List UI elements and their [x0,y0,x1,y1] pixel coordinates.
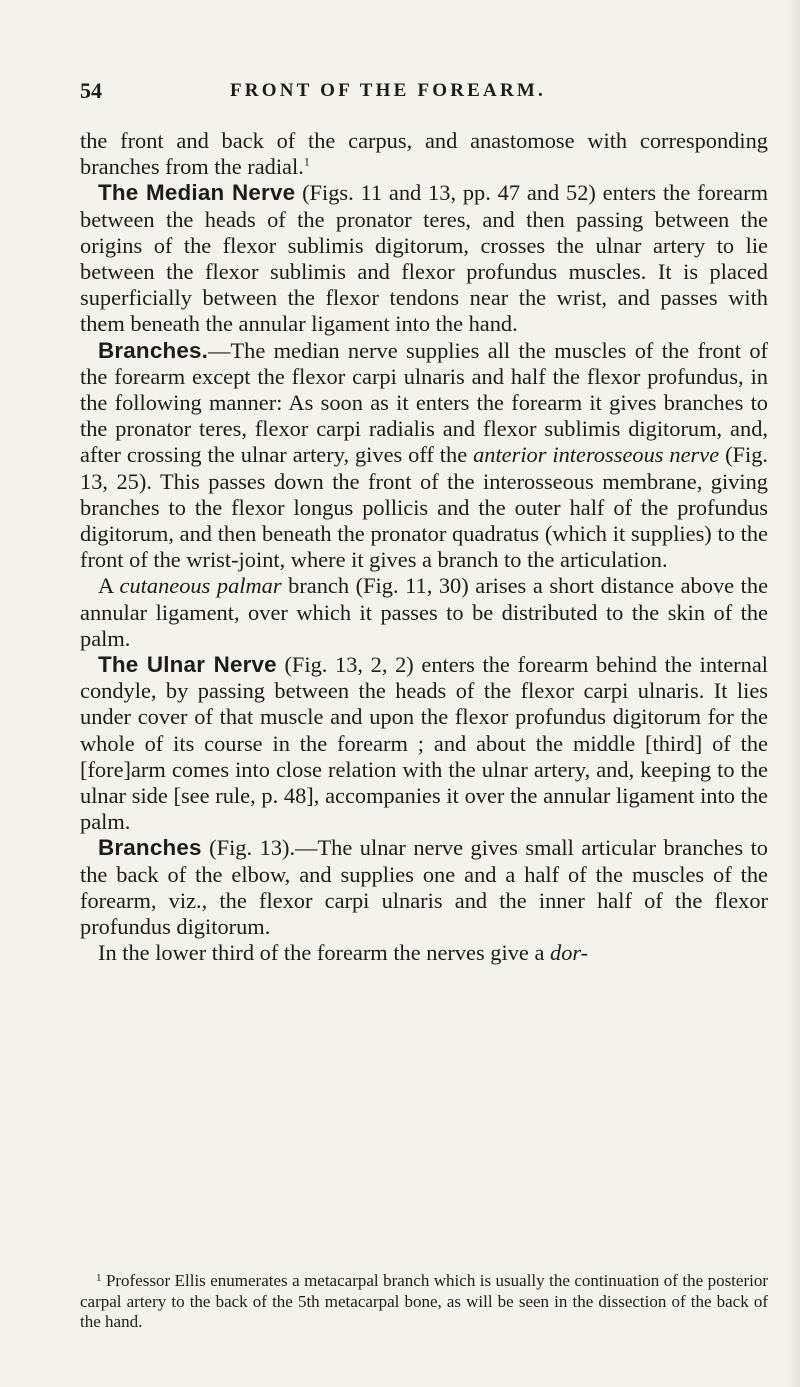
section-heading-branches: Branches. [98,337,209,363]
paragraph-median-branches [80,338,768,574]
body-text [80,128,768,967]
paragraph-carpus [80,128,768,180]
footnote-text [80,1268,768,1333]
paragraph-text: (Fig. 13).—The ulnar nerve gives small articular branches to the back of the elbow, and supplies one and a half of the muscles of the forearm, viz., the flexor carpi ulnaris and the inner half of the flexor profundus digitorum. [80,835,768,940]
paragraph-ulnar-nerve [80,652,768,835]
italic-term: cutaneous palmar [119,573,282,599]
page-edge-shadow [786,0,800,1387]
section-heading-median-nerve: The Median Nerve [98,180,296,206]
footnote-reference: 1 [303,154,310,169]
paragraph-text: In the lower third of the forearm the nerves give a [98,940,550,966]
paragraph-ulnar-branches [80,835,768,940]
italic-term: dor- [550,940,589,966]
paragraph-cutaneous-palmar [80,573,768,652]
footnote [80,1268,768,1333]
section-heading-branches: Branches [98,835,202,861]
paragraph-text: branch (Fig. 11, 30) arises a short distance above the annular ligament, over which it passes to be distributed to the skin of the palm. [80,573,769,651]
page-header [80,78,770,108]
paragraph-text: —The median nerve supplies all the muscles of the front of the forearm except the flexor carpi ulnaris and half the flexor profundus, in the following manner: As soon as it enters the forearm it gives branches to the pronator teres, flexor carpi radialis and flexor sublimis digitorum, and, after crossing the ulnar artery, gives off the [80,337,768,468]
page-number: 54 [80,78,102,103]
footnote-mark: 1 [96,1272,102,1284]
paragraph-text: (Fig. 13, 2, 2) enters the forearm behind the internal condyle, by passing between the heads of the flexor carpi ulnaris. It lies under cover of that muscle and upon the flexor profundus digitorum for the whole of its course in the forearm ; and about the middle [third] of the [fore]arm comes into close relation with the ulnar artery, and, keeping to the ulnar side [see rule, p. 48], accompanies it over the annular ligament into the palm. [80,652,768,835]
paragraph-text: the front and back of the carpus, and anastomose with corresponding branches from the radial. [80,128,768,180]
footnote-body: Professor Ellis enumerates a metacarpal branch which is usually the continuation of the posterior carpal artery to the back of the 5th metacarpal bone, as will be seen in the dissection of the back of the hand. [80,1271,768,1331]
italic-term: anterior interosseous nerve [473,442,720,468]
paragraph-text: A [98,573,120,599]
paragraph-lower-third [80,940,768,966]
paragraph-median-nerve [80,180,768,337]
section-heading-ulnar-nerve: The Ulnar Nerve [98,652,277,678]
running-head: FRONT OF THE FOREARM. [230,80,546,101]
paragraph-text: (Figs. 11 and 13, pp. 47 and 52) enters the forearm between the heads of the pronator teres, and then passing between the origins of the flexor sublimis digitorum, crosses the ulnar artery to lie between the flexor sublimis and flexor profundus muscles. It is placed superficially between the flexor tendons near the wrist, and passes with them beneath the annular ligament into the hand. [80,180,768,337]
paragraph-text: (Fig. 13, 25). This passes down the front of the interosseous membrane, giving branches to the flexor longus pollicis and the outer half of the profundus digitorum, and then beneath the pronator quadratus (which it supplies) to the front of the wrist-joint, where it gives a branch to the articulation. [80,442,769,573]
